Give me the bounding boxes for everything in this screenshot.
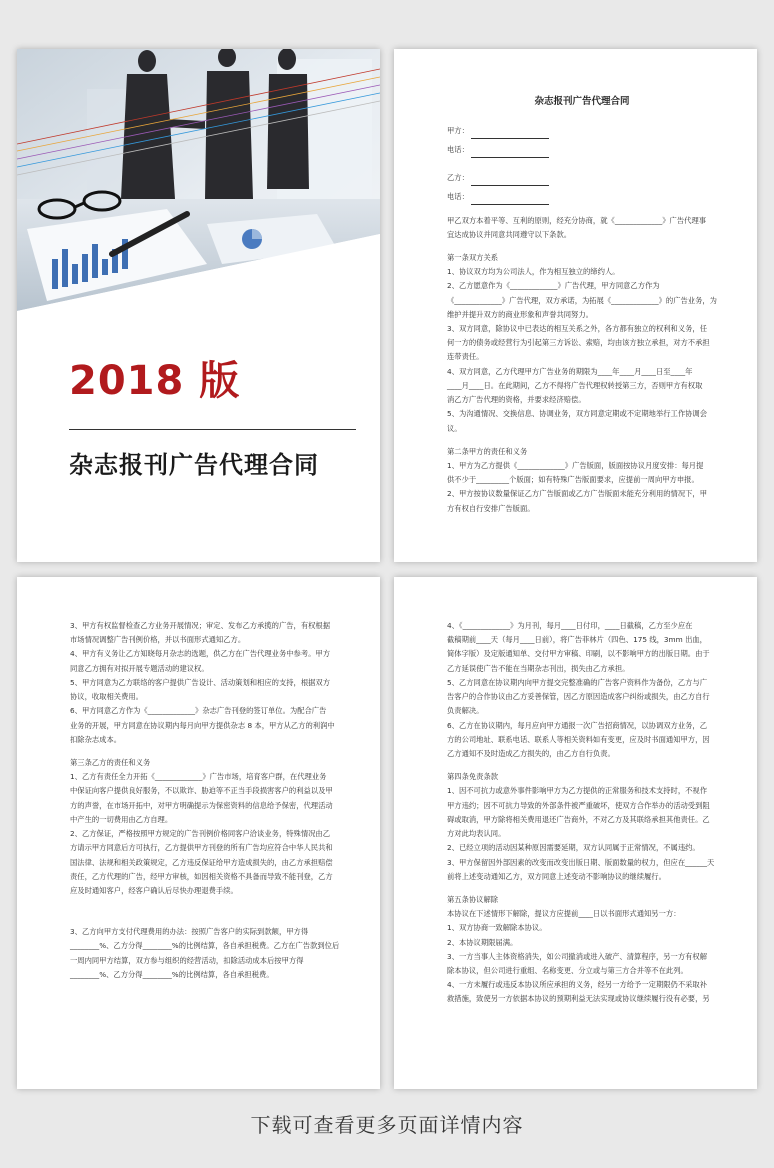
paragraph-line: 同意乙方拥有对拟开展专题活动的建议权。 bbox=[70, 663, 209, 673]
section-heading: 第五条协议解除 bbox=[447, 894, 499, 904]
paragraph-line: 2、本协议期限届满。 bbox=[447, 937, 518, 947]
paragraph-line: 乙方延误使广告不能在当期杂志刊出，损失由乙方承担。 bbox=[447, 663, 630, 673]
paragraph-line: 4、一方未履行或违反本协议所应承担的义务，经另一方给予一定期限仍不采取补 bbox=[447, 980, 708, 990]
paragraph-line: 方请示甲方同意后方可执行，乙方提供甲方刊登的所有广告均应符合中华人民共和 bbox=[70, 843, 333, 853]
paragraph-line: 中保证向客户提供良好服务，不以欺诈、胁迫等不正当手段损害客户的利益以及甲 bbox=[70, 786, 333, 796]
paragraph-line: 乙方通知不及时造成乙方损失的，由乙方自行负责。 bbox=[447, 748, 615, 758]
cover-photo-business-handshake bbox=[17, 49, 380, 311]
paragraph-line: 5、乙方同意在协议期内向甲方提交完整准确的广告客户资料作为备份，乙方与广 bbox=[447, 677, 708, 687]
page-2-body bbox=[447, 93, 717, 516]
party-field-label: 电话： bbox=[447, 192, 469, 202]
cover-divider bbox=[69, 429, 356, 430]
paragraph-line: 何一方的债务或经营行为引起第三方诉讼、索赔，均由该方独立承担，对方不承担 bbox=[447, 338, 710, 348]
paragraph-line: 6、乙方在协议期内，每月应向甲方通报一次广告招商情况，以协调双方业务，乙 bbox=[447, 720, 708, 730]
cover-page bbox=[17, 49, 380, 562]
paragraph-line: 3、乙方向甲方支付代理费用的办法：按照广告客户的实际到款额，甲方得 bbox=[70, 927, 309, 937]
fill-in-line bbox=[471, 178, 549, 186]
party-field bbox=[447, 186, 717, 205]
paragraph-line: 除本协议，但公司进行重组、名称变更、分立或与第三方合并等不在此列。 bbox=[447, 966, 688, 976]
paragraph-line: 1、双方协商一致解除本协议。 bbox=[447, 923, 547, 933]
paragraph-line: 国法律、法规和相关政策规定，乙方违反保证给甲方造成损失的，由乙方承担赔偿 bbox=[70, 857, 333, 867]
paragraph-line: 简体字版）及定版通知单、交付甲方审稿、印刷，以不影响甲方的出版日期。由于 bbox=[447, 649, 710, 659]
party-field-label: 乙方： bbox=[447, 173, 469, 183]
fill-in-line bbox=[471, 131, 549, 139]
party-fields bbox=[447, 120, 717, 205]
paragraph-line: 3、甲方有权监督检查乙方业务开展情况；审定、发布乙方承揽的广告，有权根据 bbox=[70, 621, 331, 630]
paragraph-line: 4、双方同意，乙方代理甲方广告业务的期限为____年____月____日至____年 bbox=[447, 366, 693, 376]
paragraph-line: 消乙方广告代理的资格，并要求经济赔偿。 bbox=[447, 395, 586, 405]
paragraph-line: 方的声誉，在市场开拓中，对甲方明确提示为保密资料的信息给予保密，代理活动 bbox=[70, 800, 333, 810]
paragraph-line: 方的公司地址、联系电话、联系人等相关资料如有变更，应及时书面通知甲方，因 bbox=[447, 734, 710, 744]
paragraph-line: 协议，收取相关费用。 bbox=[70, 692, 143, 702]
paragraph-line: 供不少于_________个版面；如有特殊广告版面要求，应提前一周向甲方申报。 bbox=[447, 475, 699, 485]
paragraph-line: 业务的开展，甲方同意在协议期内每月向甲方提供杂志 8 本，甲方从乙方的利润中 bbox=[70, 720, 335, 730]
paragraph-line: 2、乙方愿意作为《_____________》广告代理，甲方同意乙方作为 bbox=[447, 281, 660, 291]
paragraph-line: 连带责任。 bbox=[447, 352, 484, 362]
paragraph-line: 6、甲方同意乙方作为《_____________》杂志广告刊登的签订单位。为配合广告 bbox=[70, 706, 327, 716]
section-heading: 第一条双方关系 bbox=[447, 252, 499, 262]
page-2-paragraphs bbox=[447, 214, 717, 516]
paragraph-line: 3、双方同意，除协议中已表达的相互关系之外，各方都有独立的权利和义务，任 bbox=[447, 324, 708, 334]
paragraph-line: 一周内同甲方结算，双方参与组织的经营活动，扣除活动成本后按甲方得 bbox=[70, 955, 304, 965]
section-heading: 第四条免责条款 bbox=[447, 772, 499, 782]
paragraph-line: 《_____________》广告代理，双方承诺，为拓展《_____________》的广告业务，为 bbox=[447, 295, 717, 305]
party-field-label: 电话： bbox=[447, 145, 469, 155]
party-field-label: 甲方： bbox=[447, 126, 469, 136]
spacer bbox=[70, 898, 340, 907]
paragraph-line: 应及时通知客户，经客户确认后尽快办理退费手续。 bbox=[70, 885, 238, 895]
paragraph-line: 截稿期前____天（每月____日前），将广告菲林片（四色、175 线，3mm 出血， bbox=[447, 635, 707, 645]
paragraph-line: 碍或取消，甲方除将相关费用退还广告商外，不对乙方及其联络承担其他责任。乙 bbox=[447, 814, 710, 824]
paragraph-line: 甲方违约；因不可抗力导致的外部条件被严重破坏，使双方合作举办的活动受到阻 bbox=[447, 800, 710, 810]
paragraph-line: 维护并提升双方的商业形象和声誉共同努力。 bbox=[447, 309, 593, 319]
paragraph-line: 扣除杂志成本。 bbox=[70, 734, 122, 744]
contract-page-3 bbox=[394, 577, 757, 1089]
page-4-paragraphs bbox=[447, 619, 717, 1007]
paragraph-line: 方有权自行安排广告版面。 bbox=[447, 503, 535, 513]
cover-year: 2018 版 bbox=[69, 358, 241, 404]
party-field bbox=[447, 139, 717, 158]
paragraph-line: 救措施，致使另一方依据本协议的预期利益无法实现或协议继续履行没有必要，另 bbox=[447, 994, 710, 1004]
party-field bbox=[447, 120, 717, 139]
contract-page-2 bbox=[17, 577, 380, 1089]
page-3-paragraphs bbox=[70, 619, 340, 982]
paragraph-line: 1、协议双方均为公司法人，作为相互独立的缔约人。 bbox=[447, 267, 620, 277]
contract-title: 杂志报刊广告代理合同 bbox=[534, 96, 630, 107]
paragraph-line: 议。 bbox=[447, 423, 462, 433]
paragraph-line: 4、《_____________》为月刊，每月____日付印，____日截稿，乙方至少应在 bbox=[447, 621, 693, 630]
paragraph-line: 3、甲方保留因外部因素的改变而改变出版日期、版面数量的权力，但应在______天 bbox=[447, 857, 715, 867]
paragraph-line: 5、甲方同意为乙方联络的客户提供广告设计、活动策划和相应的支持，根据双方 bbox=[70, 677, 331, 687]
paragraph-line: 中产生的一切费用由乙方自理。 bbox=[70, 814, 173, 824]
paragraph-line: 方对此均表认同。 bbox=[447, 829, 506, 839]
paragraph-line: 2、已经立项的活动因某种原因需要延期，双方认同属于正常情况，不属违约。 bbox=[447, 843, 700, 853]
spacer bbox=[70, 907, 340, 916]
paragraph-line: ____月____日。在此期间，乙方不得将广告代理权转授第三方，否则甲方有权取 bbox=[447, 380, 703, 390]
fill-in-line bbox=[471, 150, 549, 158]
paragraph-line: 市场情况调整广告刊例价格，并以书面形式通知乙方。 bbox=[70, 635, 246, 645]
paragraph-line: 1、乙方有责任全力开拓《_____________》广告市场，培育客户群，在代理业务 bbox=[70, 772, 327, 782]
paragraph-line: 前将上述变动通知乙方，双方同意上述变动不影响协议的继续履行。 bbox=[447, 871, 666, 881]
spacer bbox=[70, 916, 340, 925]
fill-in-line bbox=[471, 197, 549, 205]
section-heading: 第三条乙方的责任和义务 bbox=[70, 757, 151, 767]
paragraph-line: 本协议在下述情形下解除，提议方应提前____日以书面形式通知另一方： bbox=[447, 909, 681, 919]
paragraph-line: ________%、乙方分得________%的比例结算，各自承担税费。乙方在广告款到位后 bbox=[70, 941, 340, 951]
party-field bbox=[447, 167, 717, 186]
paragraph-line: 4、甲方有义务让乙方知晓每月杂志的选题，供乙方在广告代理业务中参考。甲方 bbox=[70, 649, 331, 659]
paragraph-line: 2、甲方按协议数量保证乙方广告版面或乙方广告版面未能充分利用的情况下，甲 bbox=[447, 489, 708, 499]
paragraph-line: 5、为沟通情况、交换信息、协调业务，双方同意定期或不定期地举行工作协调会 bbox=[447, 409, 708, 419]
download-more-prompt[interactable]: 下载可查看更多页面详情内容 bbox=[250, 1113, 524, 1137]
cover-title: 杂志报刊广告代理合同 bbox=[69, 451, 319, 479]
contract-page-1 bbox=[394, 49, 757, 562]
paragraph-line: 2、乙方保证，严格按照甲方规定的广告刊例价格同客户洽谈业务，特殊情况由乙 bbox=[70, 829, 331, 839]
paragraph-line: 1、甲方为乙方提供《_____________》广告版面，版面按协议月度安排：每月提 bbox=[447, 461, 704, 471]
paragraph-line: 1、因不可抗力或意外事件影响甲方为乙方提供的正常服务和技术支持时，不视作 bbox=[447, 786, 708, 796]
paragraph-line: 甲乙双方本着平等、互利的原则，经充分协商，就《_____________》广告代理事 bbox=[447, 215, 707, 225]
paragraph-line: 责任，乙方代理的广告，经甲方审核，如因相关资格不具备而导致不能刊登，乙方 bbox=[70, 871, 333, 881]
paragraph-line: 宜达成协议并同意共同遵守以下条款。 bbox=[447, 229, 572, 239]
paragraph-line: 负责解决。 bbox=[447, 706, 484, 716]
paragraph-line: 告客户的合作协议由乙方妥善保管，因乙方原因造成客户纠纷或损失，由乙方自行 bbox=[447, 692, 710, 702]
paragraph-line: 3、一方当事人主体资格消失，如公司撤消或进入破产、清算程序，另一方有权解 bbox=[447, 951, 708, 961]
section-heading: 第二条甲方的责任和义务 bbox=[447, 446, 528, 456]
paragraph-line: ________%、乙方分得________%的比例结算，各自承担税费。 bbox=[70, 969, 274, 979]
